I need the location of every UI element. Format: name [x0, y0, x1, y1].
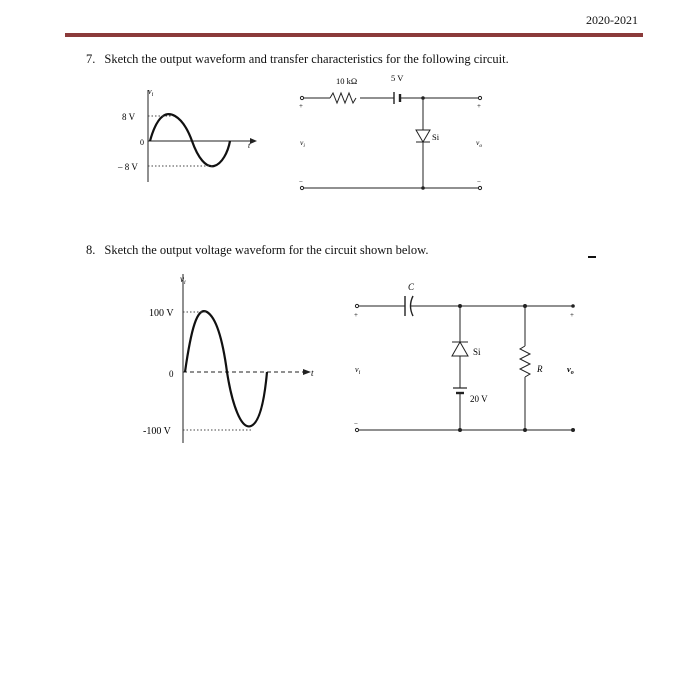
t-axis-label: t: [248, 141, 251, 150]
zero-label: 0: [140, 138, 144, 147]
question-text: Sketch the output waveform and transfer characteristics for the following circuit.: [104, 52, 509, 66]
q8-input-waveform: [135, 268, 320, 448]
q7-input-waveform: [110, 82, 260, 187]
battery-label: 5 V: [391, 73, 404, 83]
question-number: 7.: [86, 52, 96, 66]
plus-sign: +: [570, 311, 574, 319]
resistor-label: 10 kΩ: [336, 76, 358, 86]
question-text: Sketch the output voltage waveform for the circuit shown below.: [104, 243, 429, 257]
neg-peak-label: – 8 V: [118, 162, 138, 172]
minus-sign: −: [354, 420, 358, 428]
resistor: [520, 346, 530, 377]
question-number: 8.: [86, 243, 96, 257]
minus-sign: −: [299, 178, 303, 186]
minus-sign: −: [477, 178, 481, 186]
plus-sign: +: [477, 102, 481, 110]
pos-peak-label: 8 V: [122, 112, 136, 122]
header-rule: [65, 33, 643, 37]
plus-sign: +: [354, 311, 358, 319]
capacitor-label: C: [408, 282, 415, 292]
year-label: 2020-2021: [586, 13, 638, 27]
battery-label: 20 V: [470, 394, 488, 404]
vi-axis-label: $v_i$: [148, 87, 154, 98]
sine-wave: [150, 114, 230, 166]
vout-label: $v_o$: [476, 138, 483, 149]
vin-label: $v_i$: [355, 365, 361, 376]
margin-dash: [588, 256, 596, 258]
vin-label: $v_i$: [300, 138, 305, 149]
q7-circuit: [290, 70, 500, 200]
zero-label: 0: [169, 369, 174, 379]
resistor-label: R: [537, 364, 543, 374]
vi-axis-label: $v_i$: [180, 274, 186, 286]
diode: [416, 130, 430, 142]
plus-sign: +: [299, 102, 303, 110]
q8-circuit: [345, 272, 590, 442]
diode-label: Si: [432, 132, 440, 142]
neg-peak-label: -100 V: [143, 426, 171, 437]
resistor: [330, 93, 356, 103]
question-8: [86, 243, 428, 258]
diode: [452, 342, 468, 356]
t-axis-label: t: [311, 368, 314, 378]
vout-label: $v_o$: [567, 364, 574, 376]
pos-peak-label: 100 V: [149, 308, 174, 319]
diode-label: Si: [473, 347, 481, 357]
sine-wave: [185, 311, 267, 426]
question-7: [86, 52, 509, 67]
